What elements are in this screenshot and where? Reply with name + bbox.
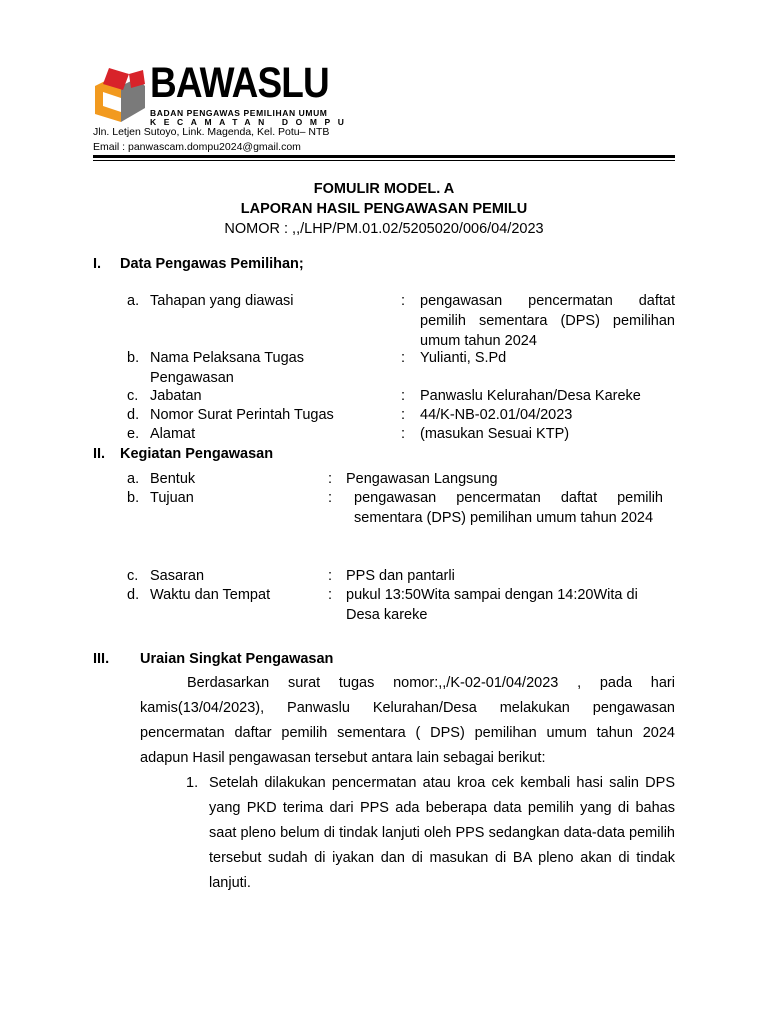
item-letter: d. (127, 407, 140, 423)
list-number: 1. (186, 775, 199, 791)
item-label: Waktu dan Tempat (150, 587, 271, 603)
item-letter: d. (127, 587, 140, 603)
item-colon: : (328, 490, 333, 506)
report-title: LAPORAN HASIL PENGAWASAN PEMILU (240, 201, 528, 217)
brand-district: KECAMATAN DOMPU (150, 117, 352, 127)
bawaslu-logo-icon (93, 68, 145, 126)
item-label: Tahapan yang diawasi (150, 293, 294, 309)
item-colon: : (401, 350, 406, 366)
report-number: NOMOR : ,,/LHP/PM.01.02/5205020/006/04/2023 (224, 221, 544, 237)
item-value: (masukan Sesuai KTP) (420, 426, 570, 442)
item-letter: e. (127, 426, 140, 442)
item-colon: : (401, 426, 406, 442)
item-label: Tujuan (150, 490, 194, 506)
brand-name: BAWASLU (150, 59, 329, 107)
item-colon: : (328, 471, 333, 487)
item-letter: c. (127, 388, 139, 404)
item-colon: : (401, 388, 406, 404)
list-text: Setelah dilakukan pencermatan atau kroa cek kembali hasi salin DPS yang PKD terima dari PPS ada beberapa data pemilih yang di bahas saat pleno belum di tindak lanjuti oleh PPS sedangkan data-data pemilih tersebut sudah di iyakan dan di masukan di BA pleno akan di tindak lanjuti. (209, 775, 675, 891)
item-value: Panwaslu Kelurahan/Desa Kareke (420, 388, 641, 404)
letterhead-rule-thin (93, 160, 675, 161)
section3-heading: Uraian Singkat Pengawasan (140, 651, 334, 667)
letterhead-email: Email : panwascam.dompu2024@gmail.com (93, 141, 301, 153)
item-value: Yulianti, S.Pd (420, 350, 507, 366)
item-letter: a. (127, 471, 140, 487)
item-value: pengawasan pencermatan daftat pemilih sementara (DPS) pemilihan umum tahun 2024 (354, 490, 663, 526)
form-title: FOMULIR MODEL. A (313, 181, 455, 197)
section2-number: II. (93, 446, 106, 462)
item-value: Pengawasan Langsung (346, 471, 498, 487)
item-label: Nomor Surat Perintah Tugas (150, 407, 334, 423)
item-colon: : (328, 587, 333, 603)
item-label: Sasaran (150, 568, 205, 584)
section3-number: III. (93, 651, 110, 667)
item-letter: a. (127, 293, 140, 309)
item-label: Nama Pelaksana Tugas Pengawasan (150, 350, 304, 386)
item-label: Jabatan (150, 388, 202, 404)
item-value: pengawasan pencermatan daftat pemilih sementara (DPS) pemilihan umum tahun 2024 (420, 293, 675, 349)
section2-heading: Kegiatan Pengawasan (120, 446, 274, 462)
letterhead-address: Jln. Letjen Sutoyo, Link. Magenda, Kel. Potu– NTB (93, 126, 330, 138)
section1-number: I. (93, 256, 102, 272)
item-label: Bentuk (150, 471, 196, 487)
item-value: pukul 13:50Wita sampai dengan 14:20Wita di Desa kareke (346, 587, 638, 623)
section1-heading: Data Pengawas Pemilihan; (120, 256, 304, 272)
brand-subtitle: BADAN PENGAWAS PEMILIHAN UMUM (150, 108, 328, 118)
letterhead-rule (93, 155, 675, 158)
item-value: 44/K-NB-02.01/04/2023 (420, 407, 573, 423)
item-letter: b. (127, 350, 140, 366)
item-letter: c. (127, 568, 139, 584)
item-colon: : (328, 568, 333, 584)
item-colon: : (401, 407, 406, 423)
summary-paragraph: Berdasarkan surat tugas nomor:,,/K-02-01/04/2023 , pada hari kamis(13/04/2023), Panwaslu Kelurahan/Desa melakukan pengawasan pencermatan daftar pemilih sementara ( DPS) pemilihan umum tahun 2024 adapun Hasil pengawasan tersebut antara lain sebagai berikut: (140, 675, 675, 766)
item-label: Alamat (150, 426, 196, 442)
item-colon: : (401, 293, 406, 309)
item-letter: b. (127, 490, 140, 506)
item-value: PPS dan pantarli (346, 568, 455, 584)
